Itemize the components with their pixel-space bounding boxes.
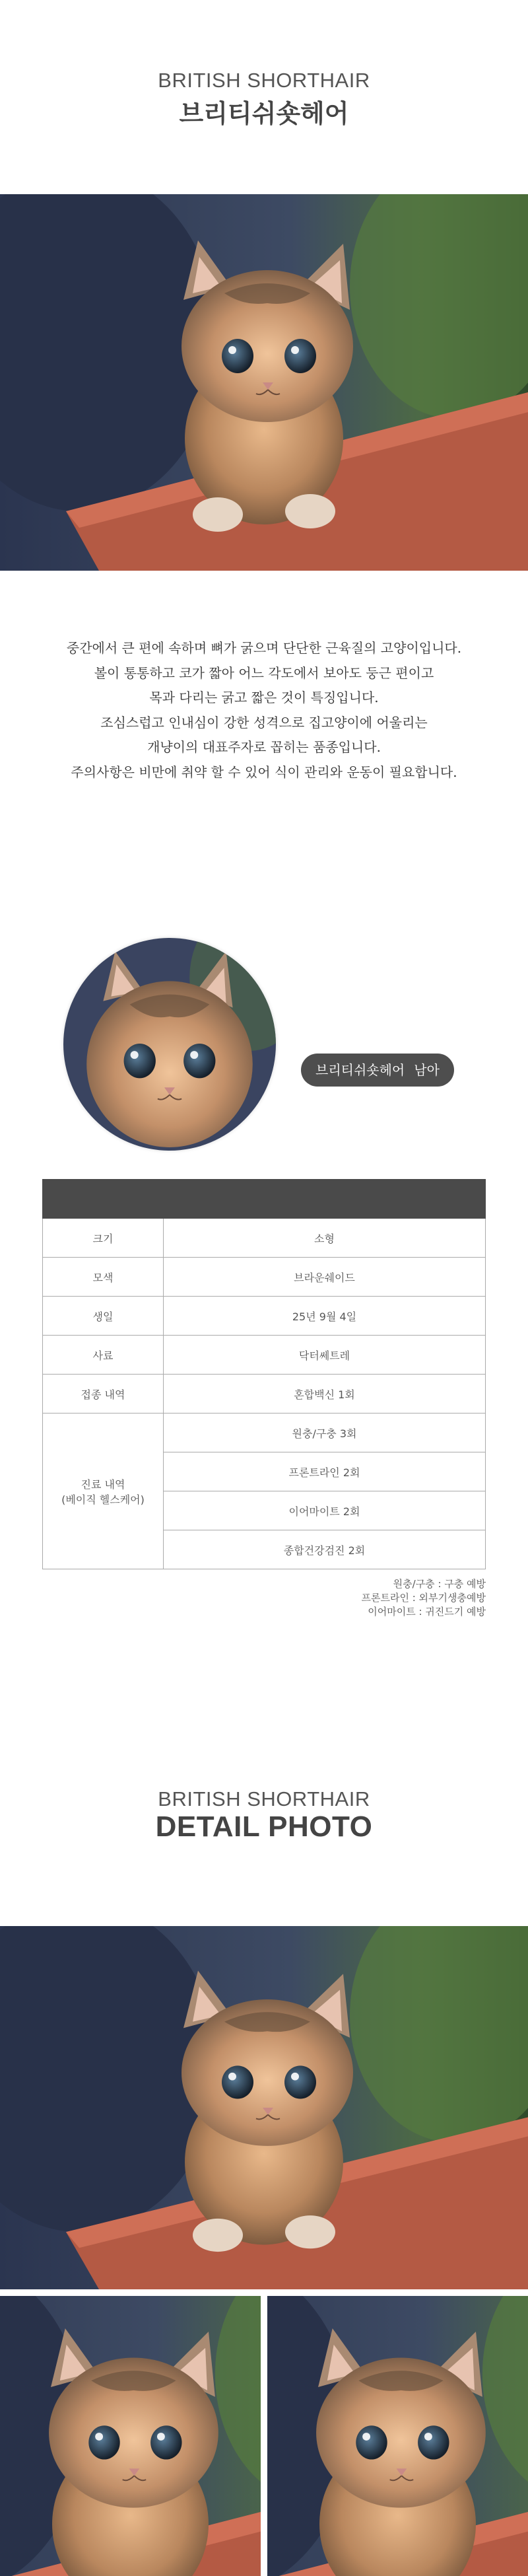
- detail-title-english: BRITISH SHORTHAIR: [158, 1787, 370, 1810]
- treatment-sublabel: (베이직 헬스케어): [61, 1493, 145, 1506]
- kitten-info-table: [42, 1179, 486, 1569]
- row-value: 닥터쎄트레: [164, 1336, 486, 1375]
- description-line: 중간에서 큰 편에 속하며 뼈가 굵으며 단단한 근육질의 고양이입니다.: [66, 640, 462, 656]
- table-row: [43, 1413, 486, 1452]
- detail-kitten-photo-right: [267, 2296, 528, 2576]
- row-label: 생일: [43, 1297, 164, 1336]
- table-row: [43, 1219, 486, 1258]
- row-value: 소형: [164, 1219, 486, 1258]
- row-label: 모색: [43, 1258, 164, 1297]
- treatment-label: 진료 내역: [81, 1478, 125, 1491]
- description-line: 조심스럽고 인내심이 강한 성격으로 집고양이에 어울리는: [100, 714, 428, 731]
- profile-kitten-photo: [63, 938, 276, 1151]
- treatment-value: 원충/구충 3회: [164, 1413, 486, 1452]
- description-line: 개냥이의 대표주자로 꼽히는 품종입니다.: [147, 739, 381, 755]
- breed-description: [0, 636, 528, 785]
- row-label: 접종 내역: [43, 1375, 164, 1413]
- breed-gender-badge: [301, 1054, 454, 1087]
- treatment-value: 이어마이트 2회: [164, 1491, 486, 1530]
- description-line: 볼이 통통하고 코가 짧아 어느 각도에서 보아도 둥근 편이고: [94, 664, 434, 681]
- table-header-cell: [164, 1180, 486, 1219]
- table-header-cell: [43, 1180, 164, 1219]
- treatment-notes: [362, 1577, 486, 1619]
- row-value: 25년 9월 4일: [164, 1297, 486, 1336]
- treatment-label-cell: [43, 1413, 164, 1569]
- table-row: [43, 1297, 486, 1336]
- note-line: 프론트라인 : 외부기생충예방: [361, 1592, 486, 1604]
- row-label: 사료: [43, 1336, 164, 1375]
- treatment-value: 종합건강검진 2회: [164, 1530, 486, 1569]
- note-line: 이어마이트 : 귀진드기 예방: [368, 1606, 486, 1618]
- row-value: 브라운쉐이드: [164, 1258, 486, 1297]
- title-korean: 브리티쉬숏헤어: [179, 99, 349, 128]
- treatment-value: 프론트라인 2회: [164, 1452, 486, 1491]
- title-english: BRITISH SHORTHAIR: [158, 69, 370, 92]
- hero-kitten-photo: [0, 194, 528, 571]
- description-line: 주의사항은 비만에 취약 할 수 있어 식이 관리와 운동이 필요합니다.: [71, 764, 457, 780]
- note-line: 원충/구충 : 구충 예방: [393, 1578, 486, 1590]
- badge-gender: 남아: [414, 1062, 440, 1078]
- detail-title-main: DETAIL PHOTO: [155, 1810, 373, 1843]
- description-line: 목과 다리는 굵고 짧은 것이 특징입니다.: [149, 690, 379, 705]
- row-value: 혼합백신 1회: [164, 1375, 486, 1413]
- table-row: [43, 1336, 486, 1375]
- table-row: [43, 1375, 486, 1413]
- detail-kitten-photo-main: [0, 1926, 528, 2289]
- detail-kitten-photo-left: [0, 2296, 261, 2576]
- badge-breed: 브리티쉬숏헤어: [315, 1062, 405, 1078]
- table-header-row: [43, 1180, 486, 1219]
- row-label: 크기: [43, 1219, 164, 1258]
- table-row: [43, 1258, 486, 1297]
